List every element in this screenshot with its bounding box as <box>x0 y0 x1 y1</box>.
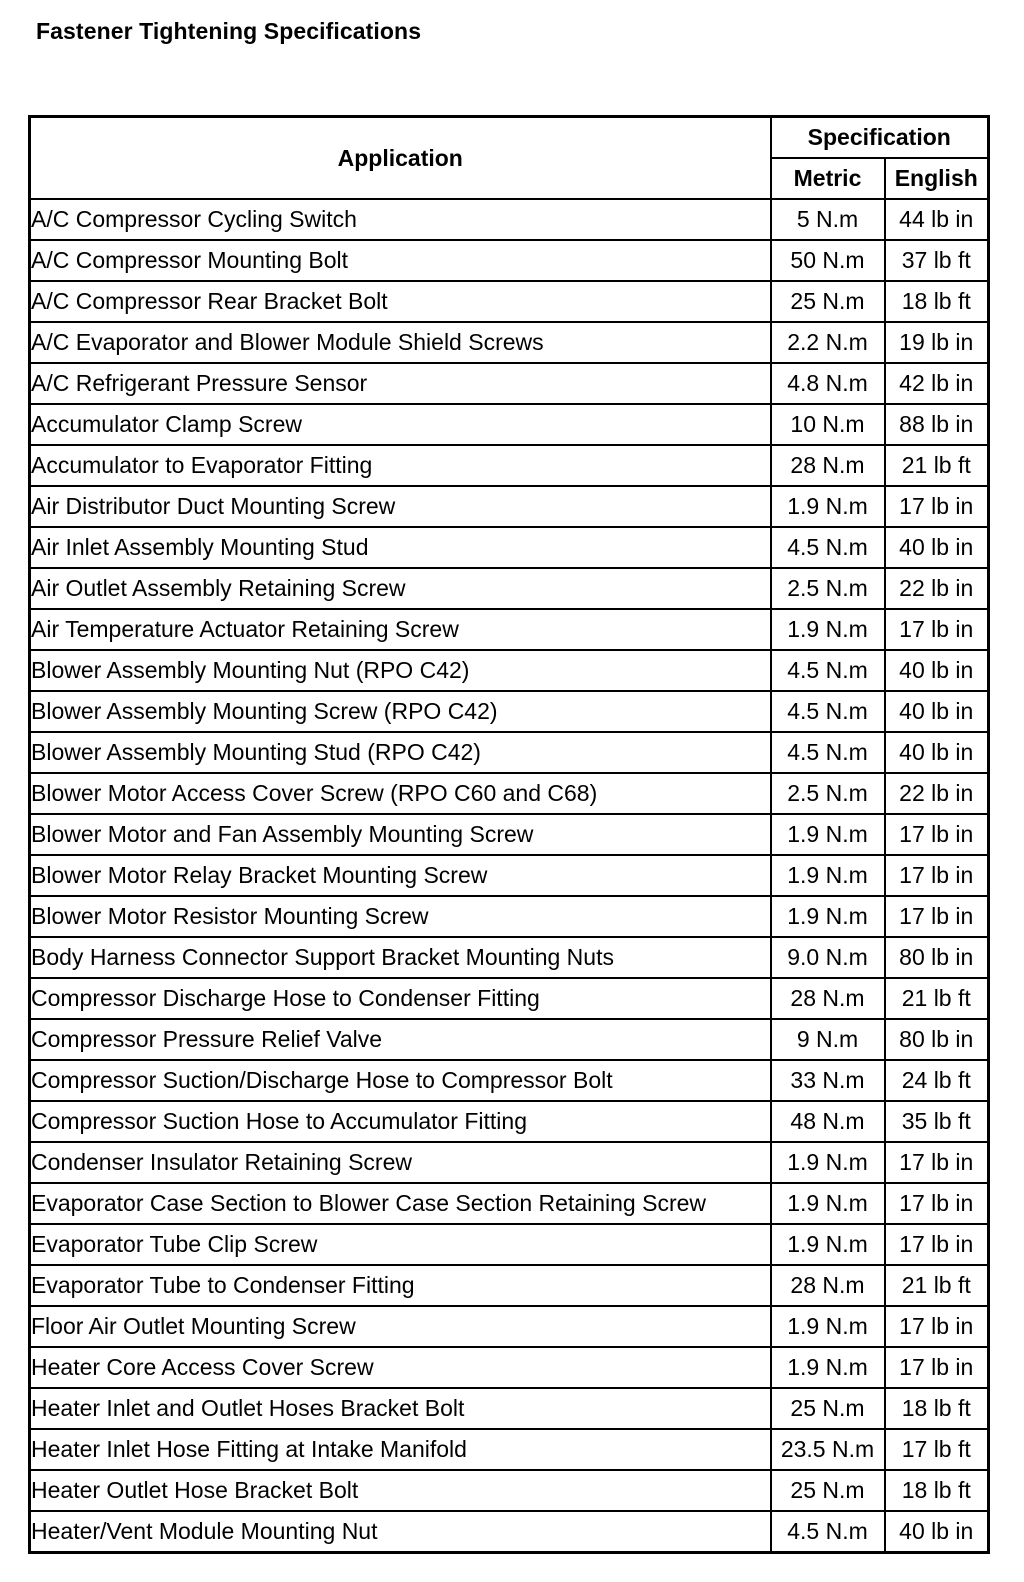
table-row <box>30 937 989 978</box>
english-cell: 42 lb in <box>885 363 989 404</box>
application-cell: Heater/Vent Module Mounting Nut <box>30 1511 771 1553</box>
english-cell: 17 lb in <box>885 609 989 650</box>
table-row <box>30 1388 989 1429</box>
table-row <box>30 1142 989 1183</box>
application-cell: Blower Assembly Mounting Stud (RPO C42) <box>30 732 771 773</box>
english-cell: 17 lb in <box>885 1183 989 1224</box>
application-cell: Body Harness Connector Support Bracket Mounting Nuts <box>30 937 771 978</box>
specification-header: Specification <box>771 117 989 159</box>
table-row <box>30 732 989 773</box>
metric-cell: 4.5 N.m <box>771 650 885 691</box>
metric-cell: 4.5 N.m <box>771 1511 885 1553</box>
table-row <box>30 978 989 1019</box>
english-cell: 21 lb ft <box>885 978 989 1019</box>
application-cell: Condenser Insulator Retaining Screw <box>30 1142 771 1183</box>
table-row <box>30 1183 989 1224</box>
application-cell: Blower Motor Access Cover Screw (RPO C60 and C68) <box>30 773 771 814</box>
metric-cell: 4.8 N.m <box>771 363 885 404</box>
metric-cell: 28 N.m <box>771 1265 885 1306</box>
application-cell: Accumulator Clamp Screw <box>30 404 771 445</box>
application-cell: Evaporator Case Section to Blower Case Section Retaining Screw <box>30 1183 771 1224</box>
metric-cell: 1.9 N.m <box>771 814 885 855</box>
application-cell: A/C Compressor Cycling Switch <box>30 199 771 240</box>
metric-cell: 4.5 N.m <box>771 527 885 568</box>
english-cell: 24 lb ft <box>885 1060 989 1101</box>
application-header: Application <box>30 117 771 200</box>
metric-cell: 33 N.m <box>771 1060 885 1101</box>
table-row <box>30 445 989 486</box>
table-row <box>30 1224 989 1265</box>
application-cell: Blower Motor Resistor Mounting Screw <box>30 896 771 937</box>
application-cell: Blower Motor Relay Bracket Mounting Screw <box>30 855 771 896</box>
application-cell: Air Inlet Assembly Mounting Stud <box>30 527 771 568</box>
application-cell: Air Outlet Assembly Retaining Screw <box>30 568 771 609</box>
table-row <box>30 527 989 568</box>
english-cell: 44 lb in <box>885 199 989 240</box>
application-cell: Heater Outlet Hose Bracket Bolt <box>30 1470 771 1511</box>
english-cell: 40 lb in <box>885 1511 989 1553</box>
table-body <box>30 199 989 1553</box>
metric-cell: 4.5 N.m <box>771 691 885 732</box>
application-cell: A/C Compressor Rear Bracket Bolt <box>30 281 771 322</box>
table-row <box>30 1265 989 1306</box>
application-cell: A/C Compressor Mounting Bolt <box>30 240 771 281</box>
english-cell: 40 lb in <box>885 650 989 691</box>
application-cell: Blower Assembly Mounting Screw (RPO C42) <box>30 691 771 732</box>
metric-cell: 1.9 N.m <box>771 1224 885 1265</box>
english-cell: 17 lb in <box>885 896 989 937</box>
metric-cell: 28 N.m <box>771 445 885 486</box>
table-row <box>30 609 989 650</box>
application-cell: Air Temperature Actuator Retaining Screw <box>30 609 771 650</box>
metric-cell: 1.9 N.m <box>771 1142 885 1183</box>
english-cell: 22 lb in <box>885 773 989 814</box>
application-cell: Heater Inlet and Outlet Hoses Bracket Bolt <box>30 1388 771 1429</box>
metric-cell: 2.2 N.m <box>771 322 885 363</box>
table-row <box>30 486 989 527</box>
table-row <box>30 363 989 404</box>
application-cell: A/C Evaporator and Blower Module Shield Screws <box>30 322 771 363</box>
spec-table <box>28 115 990 1554</box>
table-row <box>30 773 989 814</box>
english-cell: 80 lb in <box>885 1019 989 1060</box>
metric-cell: 25 N.m <box>771 281 885 322</box>
table-row <box>30 1470 989 1511</box>
table-row <box>30 322 989 363</box>
english-cell: 17 lb in <box>885 1142 989 1183</box>
application-cell: Compressor Suction Hose to Accumulator Fitting <box>30 1101 771 1142</box>
table-row <box>30 814 989 855</box>
table-row <box>30 404 989 445</box>
metric-cell: 48 N.m <box>771 1101 885 1142</box>
metric-cell: 10 N.m <box>771 404 885 445</box>
english-cell: 80 lb in <box>885 937 989 978</box>
table-row <box>30 650 989 691</box>
table-row <box>30 199 989 240</box>
metric-cell: 1.9 N.m <box>771 486 885 527</box>
english-cell: 22 lb in <box>885 568 989 609</box>
english-cell: 18 lb ft <box>885 1388 989 1429</box>
metric-cell: 4.5 N.m <box>771 732 885 773</box>
metric-cell: 9 N.m <box>771 1019 885 1060</box>
application-cell: Air Distributor Duct Mounting Screw <box>30 486 771 527</box>
metric-cell: 5 N.m <box>771 199 885 240</box>
application-cell: Heater Inlet Hose Fitting at Intake Manifold <box>30 1429 771 1470</box>
application-cell: Blower Motor and Fan Assembly Mounting Screw <box>30 814 771 855</box>
metric-header: Metric <box>771 158 885 199</box>
table-row <box>30 1101 989 1142</box>
table-row <box>30 1429 989 1470</box>
table-row <box>30 1511 989 1553</box>
table-row <box>30 1306 989 1347</box>
application-cell: Compressor Suction/Discharge Hose to Compressor Bolt <box>30 1060 771 1101</box>
metric-cell: 1.9 N.m <box>771 1183 885 1224</box>
english-header: English <box>885 158 989 199</box>
metric-cell: 1.9 N.m <box>771 1306 885 1347</box>
application-cell: Accumulator to Evaporator Fitting <box>30 445 771 486</box>
table-row <box>30 855 989 896</box>
table-row <box>30 281 989 322</box>
english-cell: 19 lb in <box>885 322 989 363</box>
english-cell: 21 lb ft <box>885 1265 989 1306</box>
table-header <box>30 117 989 200</box>
application-cell: Evaporator Tube Clip Screw <box>30 1224 771 1265</box>
english-cell: 40 lb in <box>885 527 989 568</box>
application-cell: Blower Assembly Mounting Nut (RPO C42) <box>30 650 771 691</box>
english-cell: 17 lb in <box>885 1224 989 1265</box>
metric-cell: 1.9 N.m <box>771 609 885 650</box>
english-cell: 17 lb in <box>885 1306 989 1347</box>
metric-cell: 1.9 N.m <box>771 1347 885 1388</box>
metric-cell: 50 N.m <box>771 240 885 281</box>
application-cell: Compressor Discharge Hose to Condenser Fitting <box>30 978 771 1019</box>
table-row <box>30 1347 989 1388</box>
application-cell: Floor Air Outlet Mounting Screw <box>30 1306 771 1347</box>
english-cell: 37 lb ft <box>885 240 989 281</box>
metric-cell: 23.5 N.m <box>771 1429 885 1470</box>
metric-cell: 25 N.m <box>771 1388 885 1429</box>
table-row <box>30 1060 989 1101</box>
page-title: Fastener Tightening Specifications <box>36 18 422 44</box>
english-cell: 17 lb in <box>885 486 989 527</box>
english-cell: 88 lb in <box>885 404 989 445</box>
application-cell: A/C Refrigerant Pressure Sensor <box>30 363 771 404</box>
english-cell: 17 lb in <box>885 1347 989 1388</box>
english-cell: 40 lb in <box>885 691 989 732</box>
english-cell: 17 lb in <box>885 855 989 896</box>
application-cell: Heater Core Access Cover Screw <box>30 1347 771 1388</box>
application-cell: Compressor Pressure Relief Valve <box>30 1019 771 1060</box>
table-row <box>30 896 989 937</box>
metric-cell: 1.9 N.m <box>771 855 885 896</box>
english-cell: 18 lb ft <box>885 1470 989 1511</box>
metric-cell: 28 N.m <box>771 978 885 1019</box>
english-cell: 40 lb in <box>885 732 989 773</box>
metric-cell: 2.5 N.m <box>771 773 885 814</box>
table-row <box>30 691 989 732</box>
table-row <box>30 1019 989 1060</box>
english-cell: 35 lb ft <box>885 1101 989 1142</box>
english-cell: 18 lb ft <box>885 281 989 322</box>
english-cell: 17 lb in <box>885 814 989 855</box>
metric-cell: 2.5 N.m <box>771 568 885 609</box>
english-cell: 17 lb ft <box>885 1429 989 1470</box>
metric-cell: 1.9 N.m <box>771 896 885 937</box>
metric-cell: 9.0 N.m <box>771 937 885 978</box>
metric-cell: 25 N.m <box>771 1470 885 1511</box>
table-row <box>30 240 989 281</box>
english-cell: 21 lb ft <box>885 445 989 486</box>
table-row <box>30 568 989 609</box>
application-cell: Evaporator Tube to Condenser Fitting <box>30 1265 771 1306</box>
